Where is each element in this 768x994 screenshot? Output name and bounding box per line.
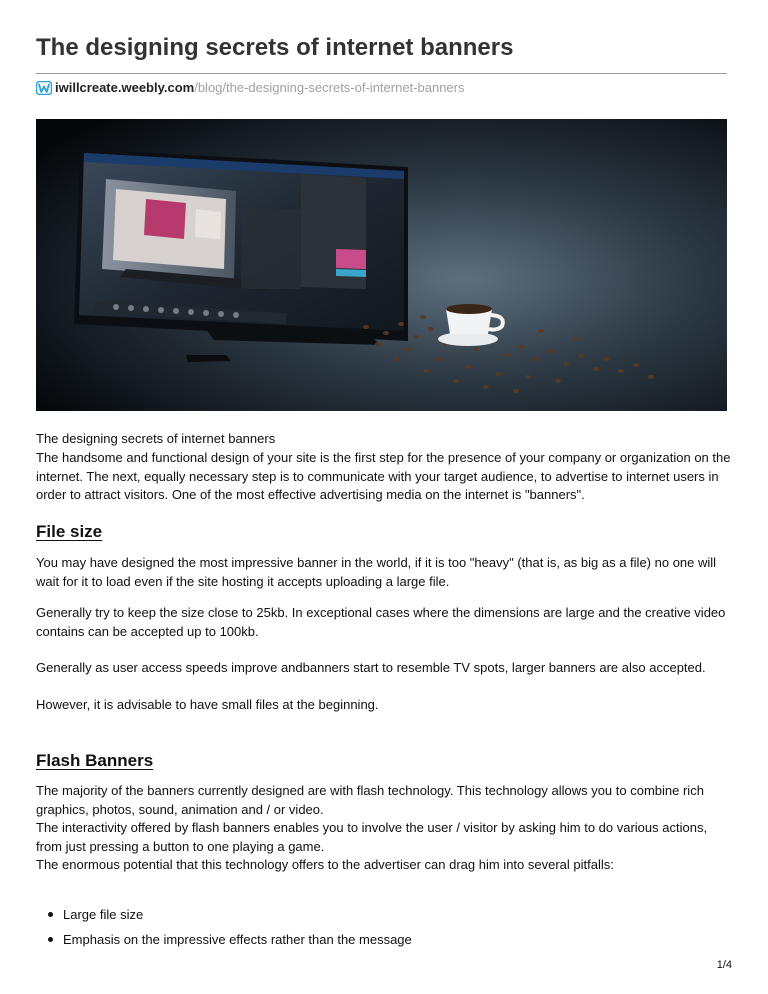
flash-banners-heading: Flash Banners: [36, 751, 154, 770]
flash-paragraph-1: The majority of the banners currently designed are with flash technology. This technology allows you to combine rich graphics, photos, sound, animation and / or video.: [36, 783, 704, 817]
pitfalls-list: [36, 905, 412, 955]
list-item: Emphasis on the impressive effects rather than the message: [36, 930, 412, 955]
file-size-paragraph-3: Generally as user access speeds improve andbanners start to resemble TV spots, larger banners are also accepted.: [36, 660, 706, 675]
source-line: [36, 80, 464, 95]
flash-paragraph-3: The enormous potential that this technology offers to the advertiser can drag him into several pitfalls:: [36, 857, 614, 872]
intro-line: The designing secrets of internet banners: [36, 431, 276, 446]
file-size-heading: File size: [36, 522, 103, 541]
page-number: 1/4: [716, 959, 732, 971]
intro-paragraph: The handsome and functional design of your site is the first step for the presence of your company or organization on the internet. The next, equally necessary step is to communicate with your target audience, to advertise to internet users in order to attract visitors. One of the most effective advertising media on the internet is "banners".: [36, 450, 731, 502]
page-title: The designing secrets of internet banners: [36, 34, 514, 61]
hero-image: [36, 119, 727, 411]
weebly-w-logo-icon: [36, 81, 52, 95]
flash-paragraph-2: The interactivity offered by flash banners enables you to involve the user / visitor by asking him to do various actions, from just pressing a button to one playing a game.: [36, 820, 708, 854]
file-size-paragraph-2: Generally try to keep the size close to 25kb. In exceptional cases where the dimensions are large and the creative video contains can be accepted up to 100kb.: [36, 605, 726, 639]
file-size-paragraph-1: You may have designed the most impressive banner in the world, if it is too "heavy" (that is, as big as a file) no one will wait for it to load even if the site hosting it accepts uploading a large file.: [36, 555, 717, 589]
list-item: Large file size: [36, 905, 412, 930]
source-domain-link[interactable]: iwillcreate.weebly.com: [55, 80, 195, 95]
source-path: /blog/the-designing-secrets-of-internet-banners: [194, 80, 465, 95]
title-divider: [36, 73, 727, 74]
file-size-paragraph-4: However, it is advisable to have small files at the beginning.: [36, 697, 379, 712]
